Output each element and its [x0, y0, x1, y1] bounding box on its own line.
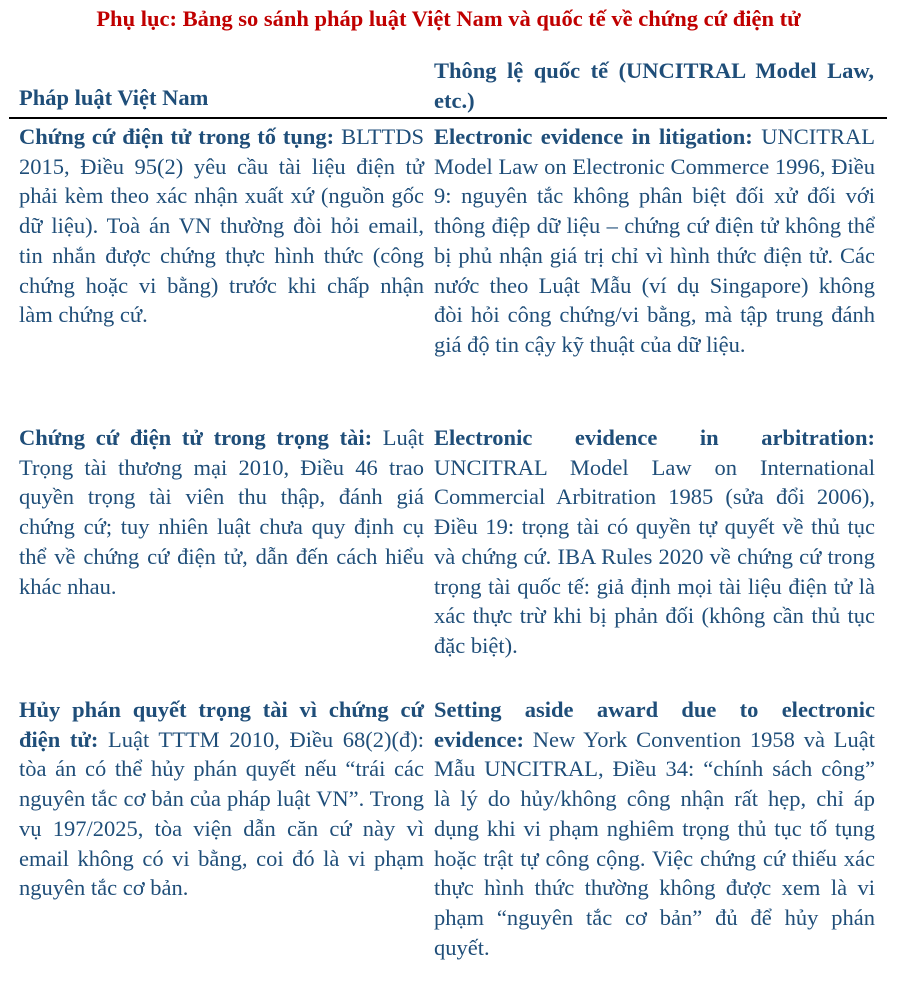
cell-international-practice — [434, 695, 875, 962]
cell-vietnam-law — [19, 423, 424, 601]
cell-vietnam-law — [19, 695, 424, 903]
row-text: BLTTDS 2015, Điều 95(2) yêu cầu tài liệu điện tử phải kèm theo xác nhận xuất xứ (nguồn gốc dữ liệu). Toà án VN thường đòi hỏi email, tin nhắn được chứng thực hình thức (công chứng hoặc vi bằng) trước khi chấp nhận làm chứng cứ. — [19, 124, 424, 328]
cell-vietnam-law — [19, 122, 424, 330]
row-heading: Electronic evidence in arbitration: — [434, 425, 875, 450]
page-title: Phụ lục: Bảng so sánh pháp luật Việt Nam và quốc tế về chứng cứ điện tử — [96, 6, 801, 31]
row-heading: Chứng cứ điện tử trong tố tụng: — [19, 124, 335, 149]
comparison-table — [9, 54, 887, 960]
row-text: New York Convention 1958 và Luật Mẫu UNCITRAL, Điều 34: “chính sách công” là lý do hủy/không công nhận rất hẹp, chỉ áp dụng khi vi phạm nghiêm trọng thủ tục tố tụng hoặc trật tự công cộng. Việc chứng cứ thiếu xác thực hình thức thường không được xem là vi phạm “nguyên tắc cơ bản” đủ để hủy phán quyết. — [434, 726, 876, 960]
header-international-practice: Thông lệ quốc tế (UNCITRAL Model Law, etc.) — [434, 58, 874, 113]
row-heading: Electronic evidence in litigation: — [434, 124, 753, 149]
row-heading: Setting aside award due to electronic evidence: — [434, 697, 875, 752]
row-heading: Chứng cứ điện tử trong trọng tài: — [19, 425, 373, 450]
table-header — [9, 54, 887, 114]
row-text: UNCITRAL Model Law on Electronic Commerce 1996, Điều 9: nguyên tắc không phân biệt đối xử đối với thông điệp dữ liệu – chứng cứ điện tử không thể bị phủ nhận giá trị chỉ vì hình thức điện tử. Các nước theo Luật Mẫu (ví dụ Singapore) không đòi hỏi công chứng/vi bằng, mà tập trung đánh giá độ tin cậy kỹ thuật của dữ liệu. — [434, 124, 876, 357]
header-divider — [9, 117, 887, 119]
cell-international-practice — [434, 423, 875, 661]
row-text: Luật TTTM 2010, Điều 68(2)(đ): tòa án có thể hủy phán quyết nếu “trái các nguyên tắc cơ bản của pháp luật VN”. Trong vụ 197/2025, tòa viện dẫn căn cứ này vì email không có vi bằng, coi đó là vi phạm nguyên tắc cơ bản. — [19, 726, 425, 901]
row-heading: Hủy phán quyết trọng tài vì chứng cứ điện tử: — [19, 697, 424, 752]
cell-international-practice — [434, 122, 875, 360]
row-text: Luật Trọng tài thương mại 2010, Điều 46 trao quyền trọng tài viên thu thập, đánh giá chứng cứ; tuy nhiên luật chưa quy định cụ thể về chứng cứ điện tử, dẫn đến cách hiểu khác nhau. — [19, 425, 424, 599]
row-text: UNCITRAL Model Law on International Commercial Arbitration 1985 (sửa đổi 2006), Điều 19: trọng tài có quyền tự quyết về thủ tục và chứng cứ. IBA Rules 2020 về chứng cứ trong trọng tài quốc tế: giả định mọi tài liệu điện tử là xác thực trừ khi bị phản đối (không cần thủ tục đặc biệt). — [434, 454, 875, 658]
header-vietnam-law: Pháp luật Việt Nam — [19, 84, 209, 110]
